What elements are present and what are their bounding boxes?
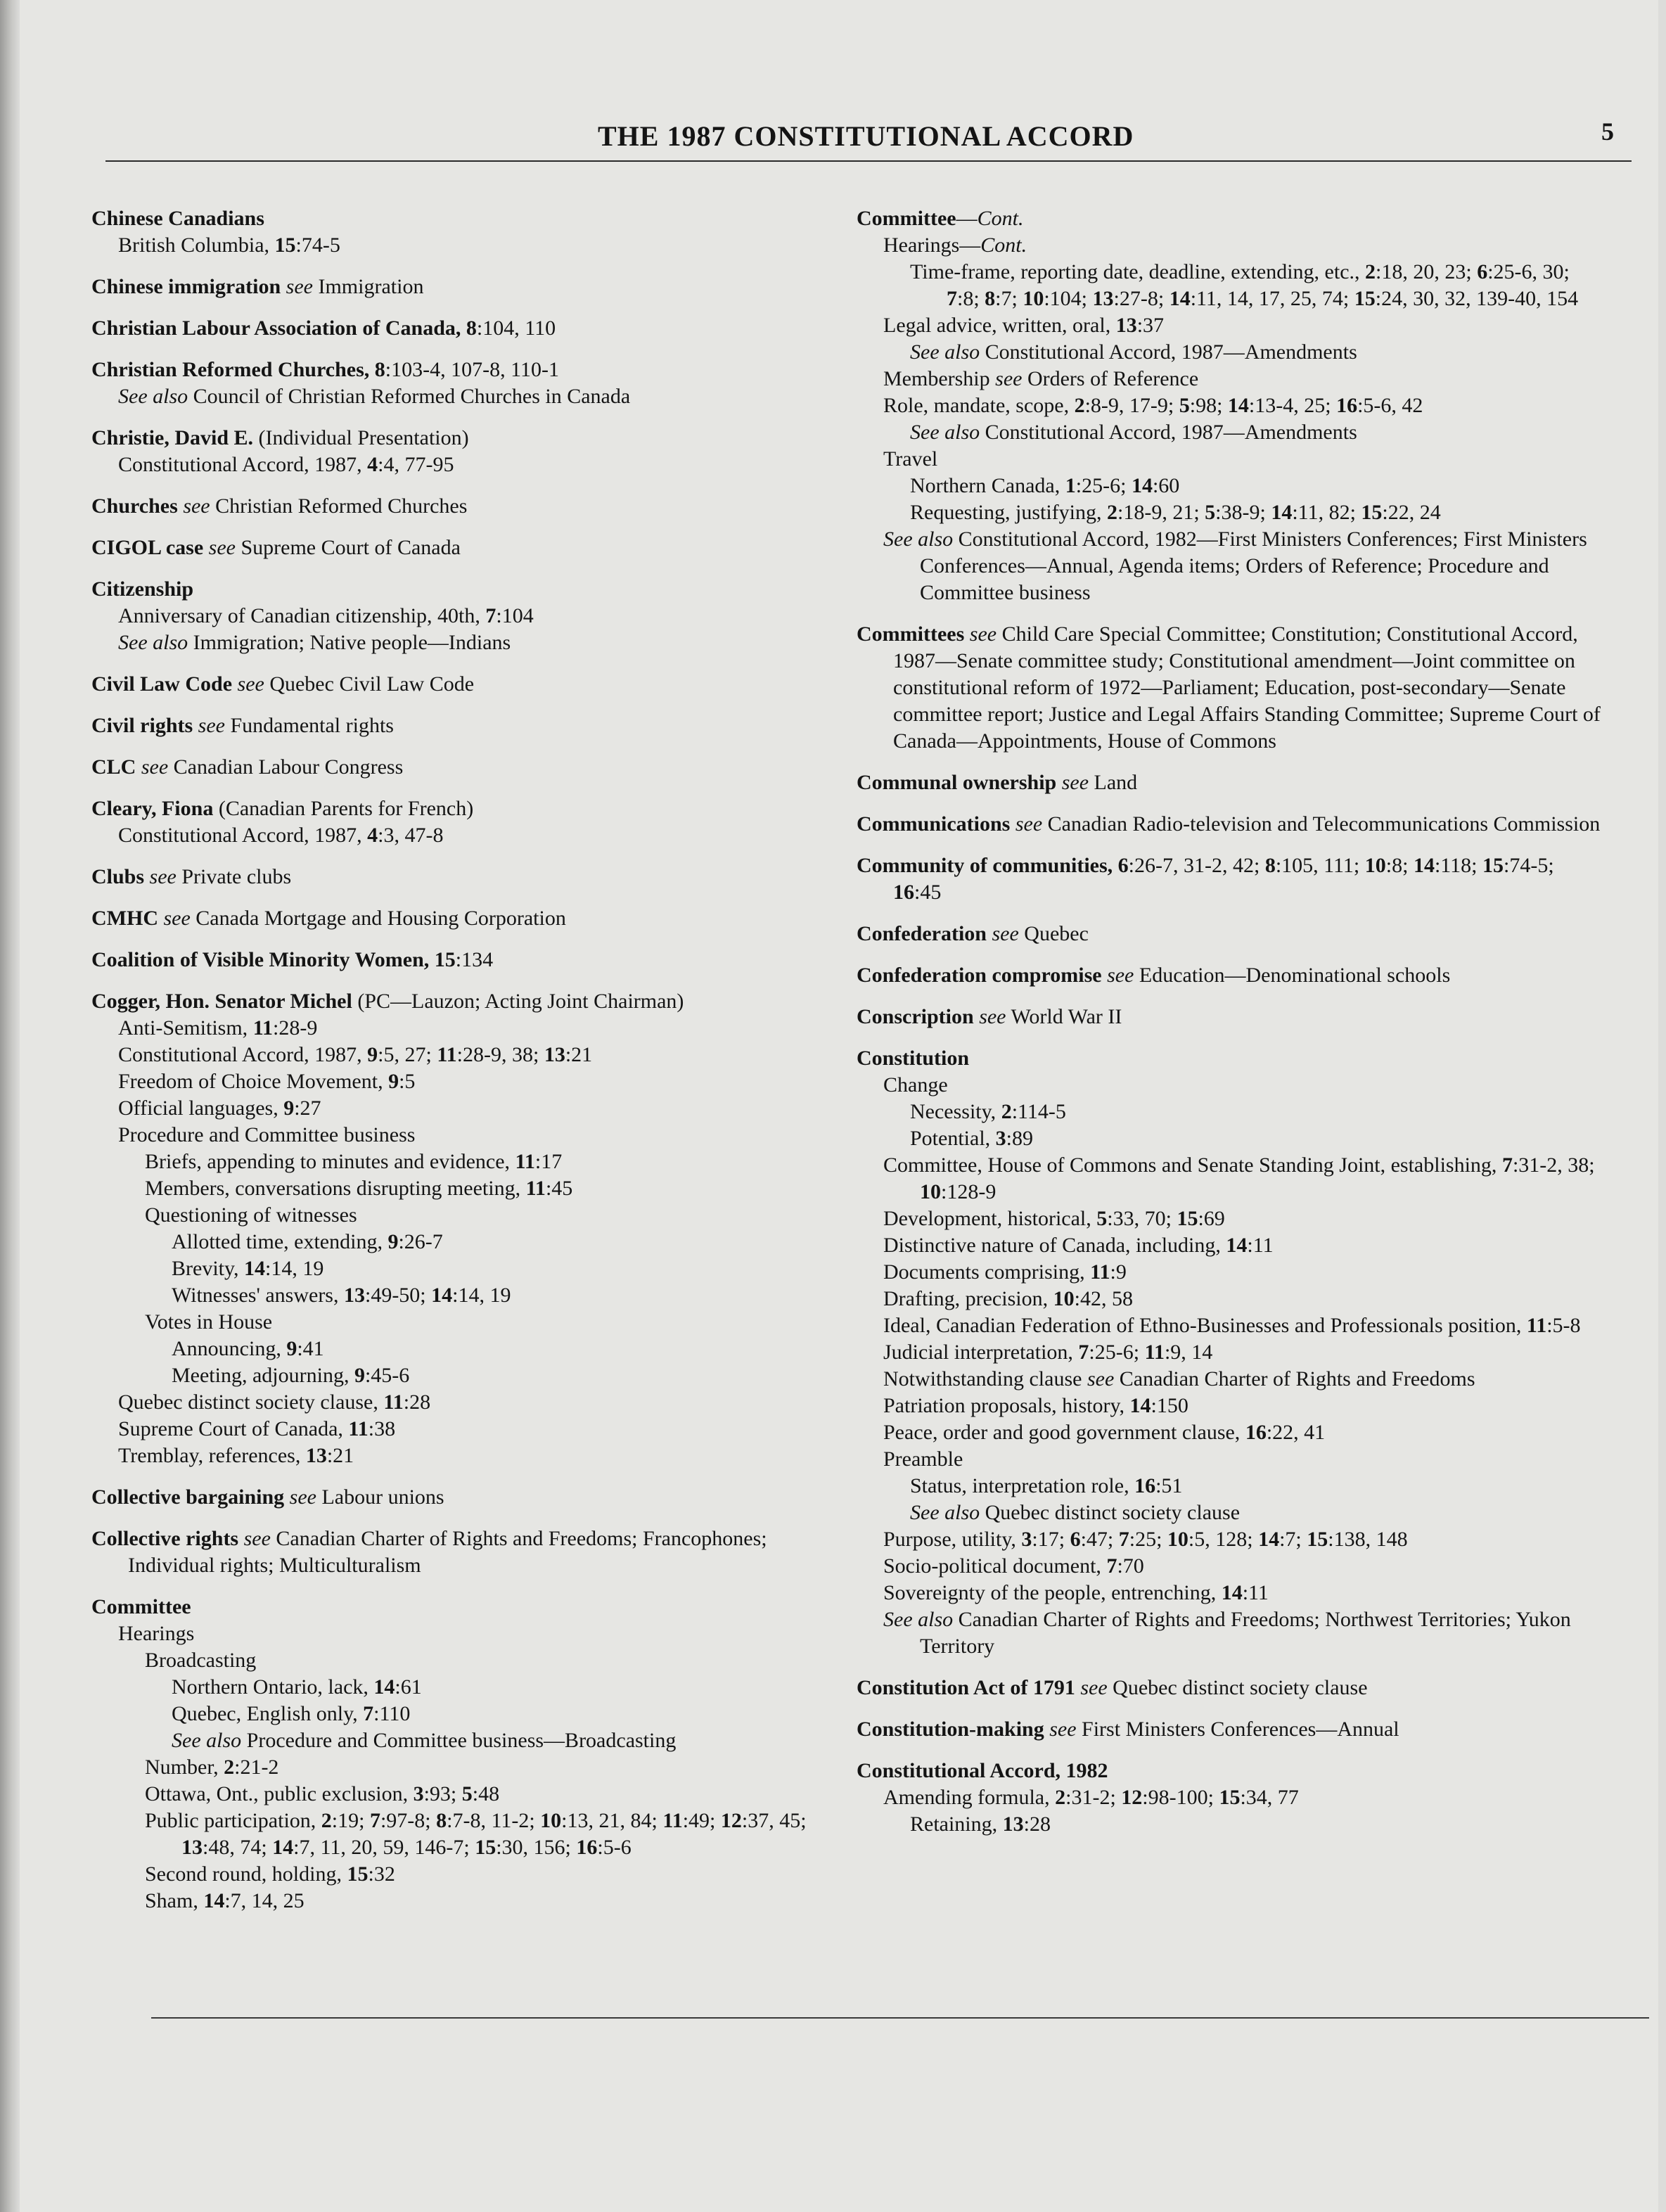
index-heading: Committee: [91, 1595, 191, 1618]
index-heading: Cleary, Fiona (Canadian Parents for French): [91, 797, 474, 820]
page-number: 5: [1601, 117, 1614, 146]
index-entry: [857, 1716, 1602, 1743]
index-heading: Cogger, Hon. Senator Michel (PC—Lauzon; Acting Joint Chairman): [91, 990, 684, 1013]
index-subentry: Retaining, 13:28: [910, 1813, 1051, 1836]
index-heading: Confederation see Quebec: [857, 922, 1089, 945]
index-subentry: Amending formula, 2:31-2; 12:98-100; 15:34, 77: [883, 1786, 1299, 1809]
index-subentry: Ottawa, Ont., public exclusion, 3:93; 5:48: [145, 1782, 500, 1805]
index-entry: [91, 576, 837, 656]
index-entry: [91, 795, 837, 849]
index-subentry: Second round, holding, 15:32: [145, 1862, 395, 1886]
index-heading: Committee—Cont.: [857, 207, 1024, 230]
index-column-right: [857, 205, 1602, 1853]
index-subentry: Socio-political document, 7:70: [883, 1554, 1144, 1578]
index-subentry: Sham, 14:7, 14, 25: [145, 1889, 305, 1912]
index-heading: Churches see Christian Reformed Churches: [91, 494, 468, 518]
index-subentry: Notwithstanding clause see Canadian Charter of Rights and Freedoms: [883, 1367, 1475, 1391]
index-subentry: Witnesses' answers, 13:49-50; 14:14, 19: [172, 1284, 511, 1307]
index-subentry: Quebec, English only, 7:110: [172, 1702, 411, 1725]
index-entry: [857, 852, 1602, 906]
index-entry: [857, 1758, 1602, 1838]
index-entry: [857, 962, 1602, 989]
index-heading: Coalition of Visible Minority Women, 15:134: [91, 948, 494, 971]
index-entry: [91, 205, 837, 259]
index-entry: [857, 1045, 1602, 1660]
index-subentry: Votes in House: [145, 1310, 273, 1334]
index-heading: CIGOL case see Supreme Court of Canada: [91, 536, 461, 559]
index-entry: [857, 1004, 1602, 1030]
index-heading: Christian Labour Association of Canada, 8:104, 110: [91, 317, 556, 340]
index-entry: [857, 205, 1602, 606]
index-subentry: Status, interpretation role, 16:51: [910, 1474, 1183, 1497]
index-subentry: Membership see Orders of Reference: [883, 367, 1199, 390]
index-subentry: Briefs, appending to minutes and evidence, 11:17: [145, 1150, 563, 1173]
running-head: [105, 117, 1632, 162]
index-heading: Collective rights see Canadian Charter of Rights and Freedoms; Francophones; Individual rights; Multiculturalism: [91, 1527, 767, 1577]
index-heading: Constitution: [857, 1047, 970, 1070]
index-subentry: See also Constitutional Accord, 1982—First Ministers Conferences; First Ministers Conferences—Annual, Agenda items; Orders of Reference; Procedure and Committee business: [883, 528, 1587, 604]
index-entry: [857, 921, 1602, 947]
page-edge: [0, 0, 20, 2212]
index-entry: [91, 905, 837, 932]
index-subentry: Purpose, utility, 3:17; 6:47; 7:25; 10:5, 128; 14:7; 15:138, 148: [883, 1528, 1408, 1551]
index-subentry: Broadcasting: [145, 1649, 257, 1672]
index-entry: [91, 947, 837, 973]
index-subentry: Tremblay, references, 13:21: [118, 1444, 354, 1467]
index-subentry: Legal advice, written, oral, 13:37: [883, 314, 1165, 337]
index-entry: [91, 535, 837, 561]
index-heading: Collective bargaining see Labour unions: [91, 1485, 444, 1509]
index-subentry: Meeting, adjourning, 9:45-6: [172, 1364, 410, 1387]
index-subentry: Distinctive nature of Canada, including, 14:11: [883, 1234, 1274, 1257]
index-subentry: Requesting, justifying, 2:18-9, 21; 5:38-9; 14:11, 82; 15:22, 24: [910, 501, 1441, 524]
index-subentry: Change: [883, 1073, 948, 1097]
index-subentry: Patriation proposals, history, 14:150: [883, 1394, 1188, 1417]
index-heading: CLC see Canadian Labour Congress: [91, 755, 404, 779]
index-entry: [91, 671, 837, 698]
index-heading: Communications see Canadian Radio-television and Telecommunications Commission: [857, 812, 1601, 836]
index-heading: CMHC see Canada Mortgage and Housing Corporation: [91, 907, 566, 930]
index-subentry: Quebec distinct society clause, 11:28: [118, 1391, 431, 1414]
index-subentry: Documents comprising, 11:9: [883, 1260, 1127, 1284]
index-heading: Conscription see World War II: [857, 1005, 1122, 1028]
index-heading: Chinese Canadians: [91, 207, 264, 230]
index-subentry: British Columbia, 15:74-5: [118, 234, 340, 257]
index-entry: [857, 769, 1602, 796]
index-entry: [91, 1526, 837, 1579]
index-subentry: Potential, 3:89: [910, 1127, 1033, 1150]
index-subentry: Hearings: [118, 1622, 195, 1645]
index-heading: Citizenship: [91, 577, 194, 601]
running-head-title: THE 1987 CONSTITUTIONAL ACCORD: [598, 120, 1134, 152]
index-subentry: Allotted time, extending, 9:26-7: [172, 1230, 443, 1253]
index-entry: [91, 712, 837, 739]
index-subentry: See also Constitutional Accord, 1987—Amendments: [910, 421, 1357, 444]
index-heading: Christian Reformed Churches, 8:103-4, 107-8, 110-1: [91, 358, 559, 381]
index-entry: [857, 811, 1602, 838]
index-subentry: Ideal, Canadian Federation of Ethno-Businesses and Professionals position, 11:5-8: [883, 1314, 1581, 1337]
index-subentry: Peace, order and good government clause, 16:22, 41: [883, 1421, 1326, 1444]
index-heading: Civil Law Code see Quebec Civil Law Code: [91, 672, 475, 696]
index-entry: [91, 864, 837, 890]
index-subentry: Questioning of witnesses: [145, 1203, 357, 1227]
index-subentry: Northern Ontario, lack, 14:61: [172, 1675, 422, 1699]
index-heading: Constitutional Accord, 1982: [857, 1759, 1108, 1782]
index-heading: Committees see Child Care Special Committee; Constitution; Constitutional Accord, 1987—Senate committee study; Constitutional amendment—Joint committee on constitutional reform of 1972—Parliament; Education, post-secondary—Senate committee report; Justice and Legal Affairs Standing Committee; Supreme Court of Canada—Appointments, House of Commons: [857, 622, 1601, 753]
index-heading: Constitution-making see First Ministers Conferences—Annual: [857, 1718, 1399, 1741]
index-entry: [91, 754, 837, 781]
index-subentry: Sovereignty of the people, entrenching, 14:11: [883, 1581, 1269, 1604]
index-subentry: See also Council of Christian Reformed Churches in Canada: [118, 385, 631, 408]
index-subentry: Members, conversations disrupting meeting, 11:45: [145, 1177, 573, 1200]
index-subentry: Role, mandate, scope, 2:8-9, 17-9; 5:98; 14:13-4, 25; 16:5-6, 42: [883, 394, 1423, 417]
index-subentry: Announcing, 9:41: [172, 1337, 324, 1360]
index-subentry: Supreme Court of Canada, 11:38: [118, 1417, 396, 1440]
index-subentry: Constitutional Accord, 1987, 4:4, 77-95: [118, 453, 454, 476]
index-subentry: Brevity, 14:14, 19: [172, 1257, 324, 1280]
index-subentry: Judicial interpretation, 7:25-6; 11:9, 14: [883, 1341, 1213, 1364]
index-subentry: Hearings—Cont.: [883, 234, 1027, 257]
index-subentry: See also Canadian Charter of Rights and Freedoms; Northwest Territories; Yukon Territory: [883, 1608, 1571, 1658]
index-subentry: Time-frame, reporting date, deadline, extending, etc., 2:18, 20, 23; 6:25-6, 30; 7:8; 8:7; 10:104; 13:27-8; 14:11, 14, 17, 25, 74; 15:24, 30, 32, 139-40, 154: [910, 260, 1579, 310]
index-subentry: Freedom of Choice Movement, 9:5: [118, 1070, 416, 1093]
index-entry: [91, 357, 837, 410]
index-subentry: Constitutional Accord, 1987, 4:3, 47-8: [118, 824, 444, 847]
index-subentry: Anniversary of Canadian citizenship, 40th, 7:104: [118, 604, 534, 627]
index-subentry: Necessity, 2:114-5: [910, 1100, 1066, 1123]
index-heading: Communal ownership see Land: [857, 771, 1138, 794]
index-heading: Constitution Act of 1791 see Quebec distinct society clause: [857, 1676, 1368, 1699]
index-entry: [91, 274, 837, 300]
index-heading: Christie, David E. (Individual Presentation): [91, 426, 469, 449]
index-entry: [91, 315, 837, 342]
index-subentry: Committee, House of Commons and Senate Standing Joint, establishing, 7:31-2, 38; 10:128-9: [883, 1153, 1595, 1203]
index-heading: Confederation compromise see Education—Denominational schools: [857, 964, 1451, 987]
index-subentry: Preamble: [883, 1447, 963, 1471]
index-subentry: Development, historical, 5:33, 70; 15:69: [883, 1207, 1225, 1230]
index-column-left: [91, 205, 837, 1929]
index-subentry: See also Procedure and Committee business—Broadcasting: [172, 1729, 677, 1752]
index-subentry: See also Immigration; Native people—Indians: [118, 631, 511, 654]
index-heading: Community of communities, 6:26-7, 31-2, 42; 8:105, 111; 10:8; 14:118; 15:74-5; 16:45: [857, 854, 1554, 904]
index-subentry: See also Quebec distinct society clause: [910, 1501, 1241, 1524]
index-subentry: See also Constitutional Accord, 1987—Amendments: [910, 340, 1357, 364]
index-subentry: Anti-Semitism, 11:28-9: [118, 1016, 318, 1040]
index-subentry: Number, 2:21-2: [145, 1756, 279, 1779]
index-subentry: Constitutional Accord, 1987, 9:5, 27; 11:28-9, 38; 13:21: [118, 1043, 593, 1066]
index-heading: Civil rights see Fundamental rights: [91, 714, 394, 737]
index-entry: [91, 425, 837, 478]
index-subentry: Official languages, 9:27: [118, 1097, 321, 1120]
index-entry: [91, 988, 837, 1469]
index-subentry: Drafting, precision, 10:42, 58: [883, 1287, 1133, 1310]
index-entry: [91, 493, 837, 520]
index-subentry: Northern Canada, 1:25-6; 14:60: [910, 474, 1180, 497]
header-rule: [105, 160, 1632, 162]
index-subentry: Public participation, 2:19; 7:97-8; 8:7-8, 11-2; 10:13, 21, 84; 11:49; 12:37, 45; 13:48, 74; 14:7, 11, 20, 59, 146-7; 15:30, 156; 16:5-6: [145, 1809, 807, 1859]
index-heading: Clubs see Private clubs: [91, 865, 292, 888]
index-heading: Chinese immigration see Immigration: [91, 275, 424, 298]
index-entry: [857, 1675, 1602, 1701]
index-entry: [91, 1484, 837, 1511]
index-subentry: Procedure and Committee business: [118, 1123, 416, 1146]
index-entry: [91, 1594, 837, 1914]
footer-rule: [151, 2017, 1649, 2019]
index-subentry: Travel: [883, 447, 938, 471]
index-entry: [857, 621, 1602, 755]
